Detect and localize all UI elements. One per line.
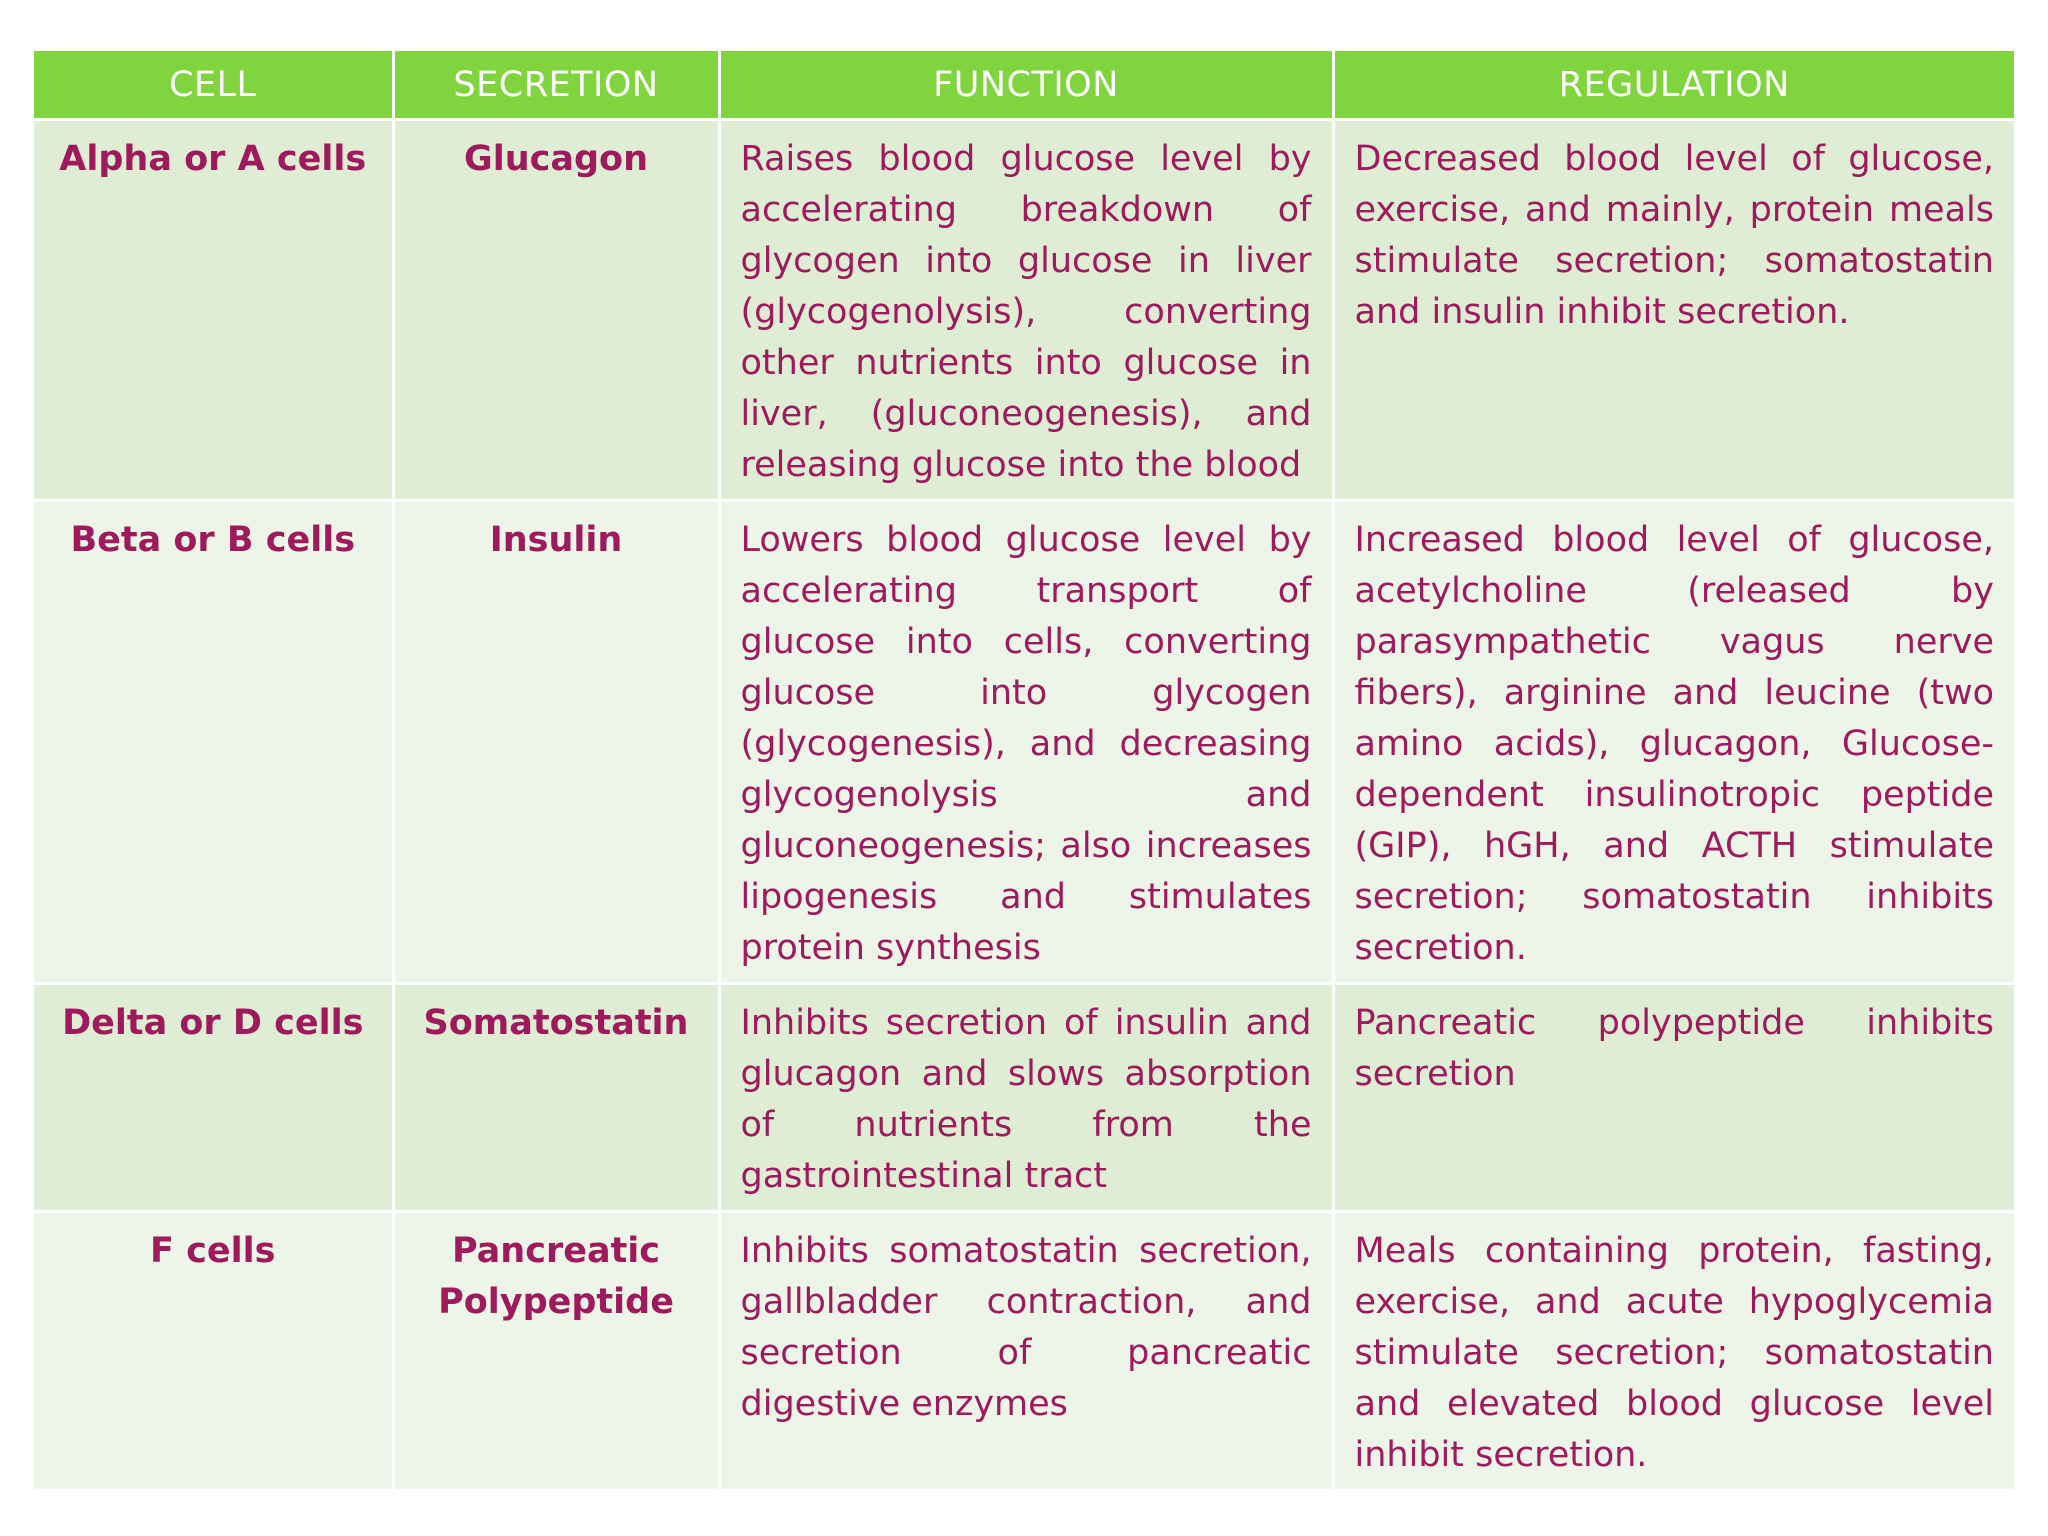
regulation-text: Pancreatic polypeptide inhibits secretion	[1333, 984, 2014, 1212]
function-text: Lowers blood glucose level by accelerating transport of glucose into cells, converting glucose into glycogen (glycogenesis), and decreasing glycogenolysis and gluconeogenesis; also increases lipogenesis and stimulates protein synthesis	[719, 501, 1333, 984]
header-regulation: REGULATION	[1333, 51, 2014, 120]
cell-type: Delta or D cells	[34, 984, 393, 1212]
regulation-text: Meals containing protein, fasting, exercise, and acute hypoglycemia stimulate secretion; somatostatin and elevated blood glucose level inhibit secretion.	[1333, 1212, 2014, 1491]
table-header	[34, 51, 2014, 120]
header-row	[34, 51, 2014, 120]
secretion: Pancreatic Polypeptide	[393, 1212, 719, 1491]
function-text: Raises blood glucose level by accelerating breakdown of glycogen into glucose in liver (glycogenolysis), converting other nutrients into glucose in liver, (gluconeogenesis), and releasing glucose into the blood	[719, 120, 1333, 501]
pancreatic-cells-table	[34, 51, 2014, 1492]
cell-type: Alpha or A cells	[34, 120, 393, 501]
regulation-text: Increased blood level of glucose, acetylcholine (released by parasympathetic vagus nerve fibers), arginine and leucine (two amino acids), glucagon, Glucose-dependent insulinotropic peptide (GIP), hGH, and ACTH stimulate secretion; somatostatin inhibits secretion.	[1333, 501, 2014, 984]
table-row	[34, 120, 2014, 501]
cell-type: F cells	[34, 1212, 393, 1491]
table-row	[34, 1212, 2014, 1491]
table-row	[34, 984, 2014, 1212]
function-text: Inhibits secretion of insulin and glucagon and slows absorption of nutrients from the gastrointestinal tract	[719, 984, 1333, 1212]
function-text: Inhibits somatostatin secretion, gallbladder contraction, and secretion of pancreatic digestive enzymes	[719, 1212, 1333, 1491]
header-cell: CELL	[34, 51, 393, 120]
secretion: Somatostatin	[393, 984, 719, 1212]
secretion: Insulin	[393, 501, 719, 984]
regulation-text: Decreased blood level of glucose, exercise, and mainly, protein meals stimulate secretion; somatostatin and insulin inhibit secretion.	[1333, 120, 2014, 501]
table-body	[34, 120, 2014, 1491]
cell-type: Beta or B cells	[34, 501, 393, 984]
header-secretion: SECRETION	[393, 51, 719, 120]
secretion: Glucagon	[393, 120, 719, 501]
header-function: FUNCTION	[719, 51, 1333, 120]
table-row	[34, 501, 2014, 984]
